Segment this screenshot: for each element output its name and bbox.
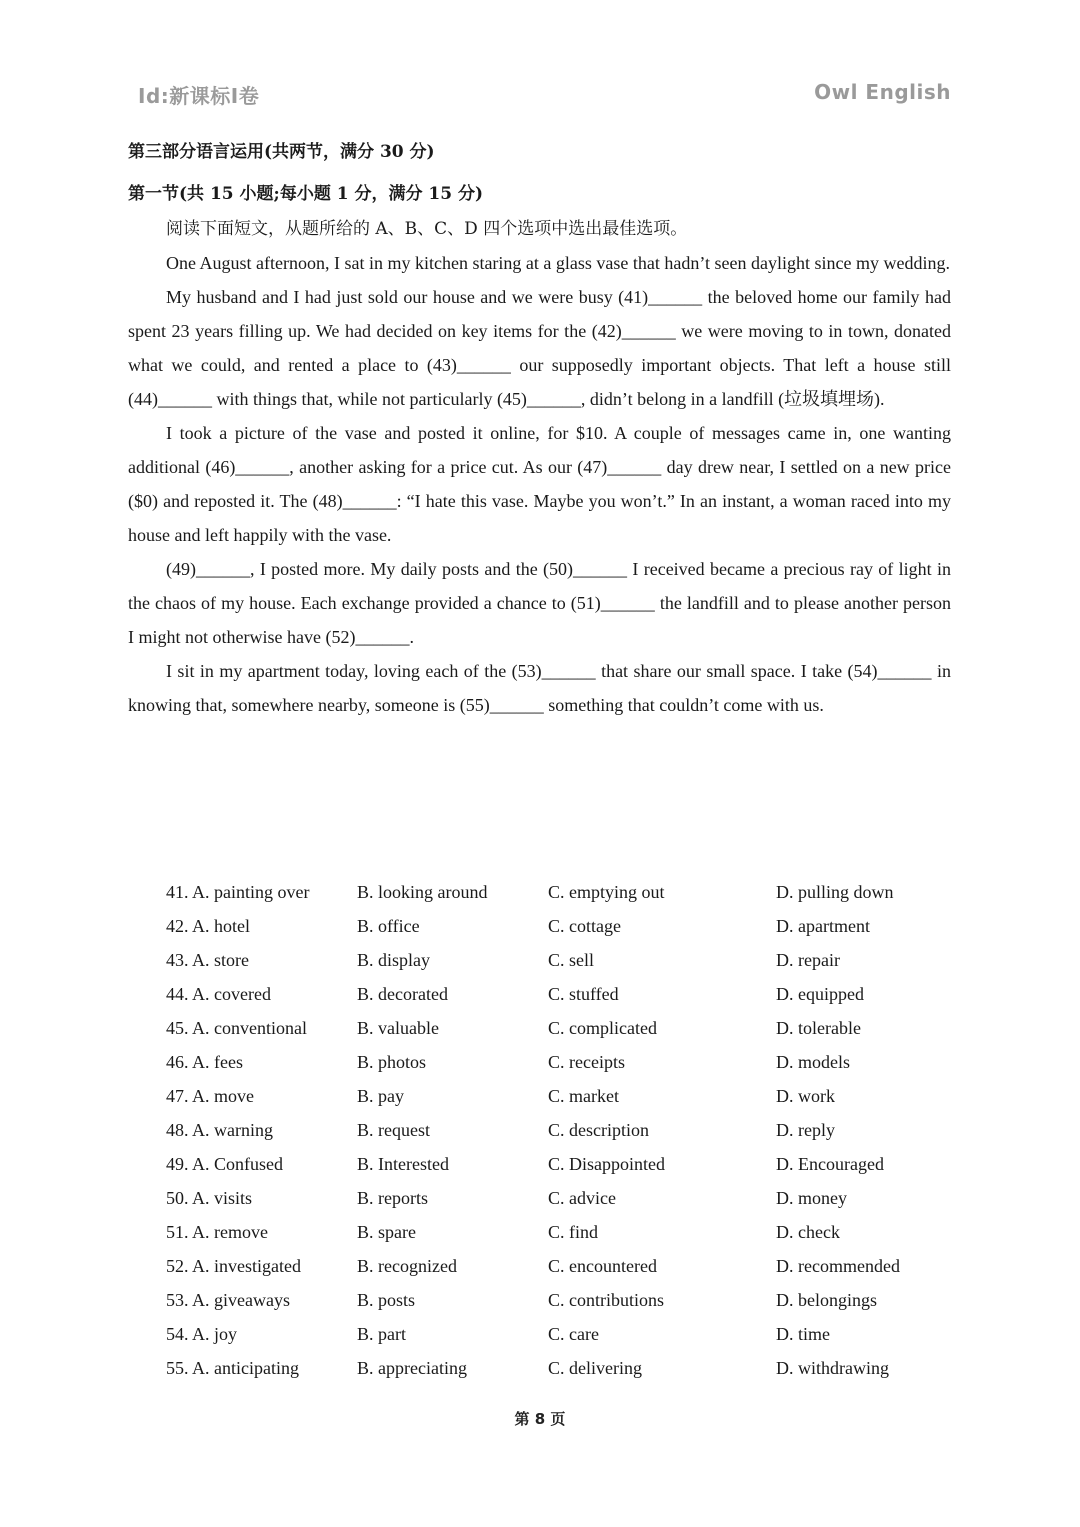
question-row [166, 1317, 956, 1351]
option-b: B. display [357, 950, 431, 970]
option-d: D. withdrawing [776, 1358, 889, 1378]
option-c: C. market [548, 1086, 619, 1106]
option-b: B. part [357, 1324, 406, 1344]
question-row [166, 1351, 956, 1385]
option-b: B. decorated [357, 984, 448, 1004]
option-d: D. belongings [776, 1290, 877, 1310]
option-b: B. reports [357, 1188, 428, 1208]
option-d: D. reply [776, 1120, 835, 1140]
option-a: 46. A. fees [166, 1052, 243, 1072]
passage-paragraph: (49)______, I posted more. My daily posts and the (50)______ I received became a precious ray of light in the chaos of my house. Each exchange provided a chance to (51)______ the landfill and to please another person I might not otherwise have (52)______. [128, 559, 951, 647]
option-c: C. care [548, 1324, 599, 1344]
option-c: C. receipts [548, 1052, 625, 1072]
option-d: D. apartment [776, 916, 870, 936]
question-row [166, 943, 956, 977]
option-c: C. stuffed [548, 984, 619, 1004]
option-a: 53. A. giveaways [166, 1290, 290, 1310]
option-a: 43. A. store [166, 950, 249, 970]
option-b: B. photos [357, 1052, 427, 1072]
answer-options-list [166, 875, 956, 1385]
section-title: 第三部分语言运用(共两节，满分 30 分) [128, 142, 435, 162]
option-c: C. cottage [548, 916, 621, 936]
option-d: D. pulling down [776, 882, 894, 902]
option-d: D. recommended [776, 1256, 900, 1276]
question-row [166, 1215, 956, 1249]
option-c: C. complicated [548, 1018, 657, 1038]
option-b: B. spare [357, 1222, 416, 1242]
option-b: B. posts [357, 1290, 416, 1310]
option-d: D. time [776, 1324, 830, 1344]
option-d: D. tolerable [776, 1018, 861, 1038]
option-b: B. recognized [357, 1256, 457, 1276]
option-d: D. money [776, 1188, 847, 1208]
passage-paragraph: I took a picture of the vase and posted it online, for $10. A couple of messages came in, one wanting additional (46)______, another asking for a price cut. As our (47)______ day drew near, I settled on a new price ($0) and reposted it. The (48)______: “I hate this vase. Maybe you won’t.” In an instant, a woman raced into my house and left happily with the vase. [128, 423, 951, 545]
question-row [166, 1283, 956, 1317]
option-a: 54. A. joy [166, 1324, 238, 1344]
header-brand-label: Owl English [814, 80, 951, 104]
option-d: D. Encouraged [776, 1154, 884, 1174]
question-row [166, 1249, 956, 1283]
option-a: 41. A. painting over [166, 882, 310, 902]
option-a: 49. A. Confused [166, 1154, 283, 1174]
option-b: B. valuable [357, 1018, 439, 1038]
question-row [166, 909, 956, 943]
option-a: 48. A. warning [166, 1120, 273, 1140]
option-c: C. delivering [548, 1358, 642, 1378]
option-c: C. emptying out [548, 882, 665, 902]
passage-section [128, 134, 951, 722]
option-b: B. request [357, 1120, 430, 1140]
passage-paragraph: I sit in my apartment today, loving each of the (53)______ that share our small space. I take (54)______ in knowing that, somewhere nearby, someone is (55)______ something that couldn’t come with us. [128, 661, 951, 715]
option-d: D. check [776, 1222, 840, 1242]
question-row [166, 1079, 956, 1113]
instruction-text: 阅读下面短文，从题所给的 A、B、C、D 四个选项中选出最佳选项。 [166, 219, 688, 239]
option-c: C. advice [548, 1188, 616, 1208]
option-a: 55. A. anticipating [166, 1358, 299, 1378]
option-a: 51. A. remove [166, 1222, 268, 1242]
option-a: 44. A. covered [166, 984, 271, 1004]
option-b: B. looking around [357, 882, 488, 902]
option-d: D. equipped [776, 984, 864, 1004]
question-row [166, 875, 956, 909]
option-a: 52. A. investigated [166, 1256, 301, 1276]
page-number: 第 8 页 [514, 1410, 566, 1428]
question-row [166, 977, 956, 1011]
question-row [166, 1147, 956, 1181]
option-d: D. repair [776, 950, 840, 970]
option-b: B. Interested [357, 1154, 449, 1174]
option-b: B. pay [357, 1086, 404, 1106]
option-c: C. contributions [548, 1290, 664, 1310]
question-row [166, 1011, 956, 1045]
option-c: C. description [548, 1120, 649, 1140]
option-a: 42. A. hotel [166, 916, 250, 936]
option-c: C. encountered [548, 1256, 657, 1276]
option-c: C. find [548, 1222, 599, 1242]
option-b: B. office [357, 916, 420, 936]
option-a: 45. A. conventional [166, 1018, 307, 1038]
option-a: 50. A. visits [166, 1188, 253, 1208]
subsection-title: 第一节(共 15 小题;每小题 1 分，满分 15 分) [128, 184, 484, 204]
question-row [166, 1113, 956, 1147]
passage-paragraph: One August afternoon, I sat in my kitchen staring at a glass vase that hadn’t seen daylight since my wedding. [166, 253, 950, 273]
passage-paragraph: My husband and I had just sold our house and we were busy (41)______ the beloved home our family had spent 23 years filling up. We had decided on key items for the (42)______ we were moving to in town, donated what we could, and rented a place to (43)______ our supposedly important objects. That left a house still (44)______ with things that, while not particularly (45)______, didn’t belong in a landfill (垃圾填埋场). [128, 287, 951, 409]
option-a: 47. A. move [166, 1086, 254, 1106]
option-b: B. appreciating [357, 1358, 467, 1378]
question-row [166, 1045, 956, 1079]
option-d: D. models [776, 1052, 850, 1072]
option-c: C. Disappointed [548, 1154, 665, 1174]
option-d: D. work [776, 1086, 835, 1106]
question-row [166, 1181, 956, 1215]
option-c: C. sell [548, 950, 595, 970]
header-source-label: Id:新课标I卷 [138, 84, 260, 108]
